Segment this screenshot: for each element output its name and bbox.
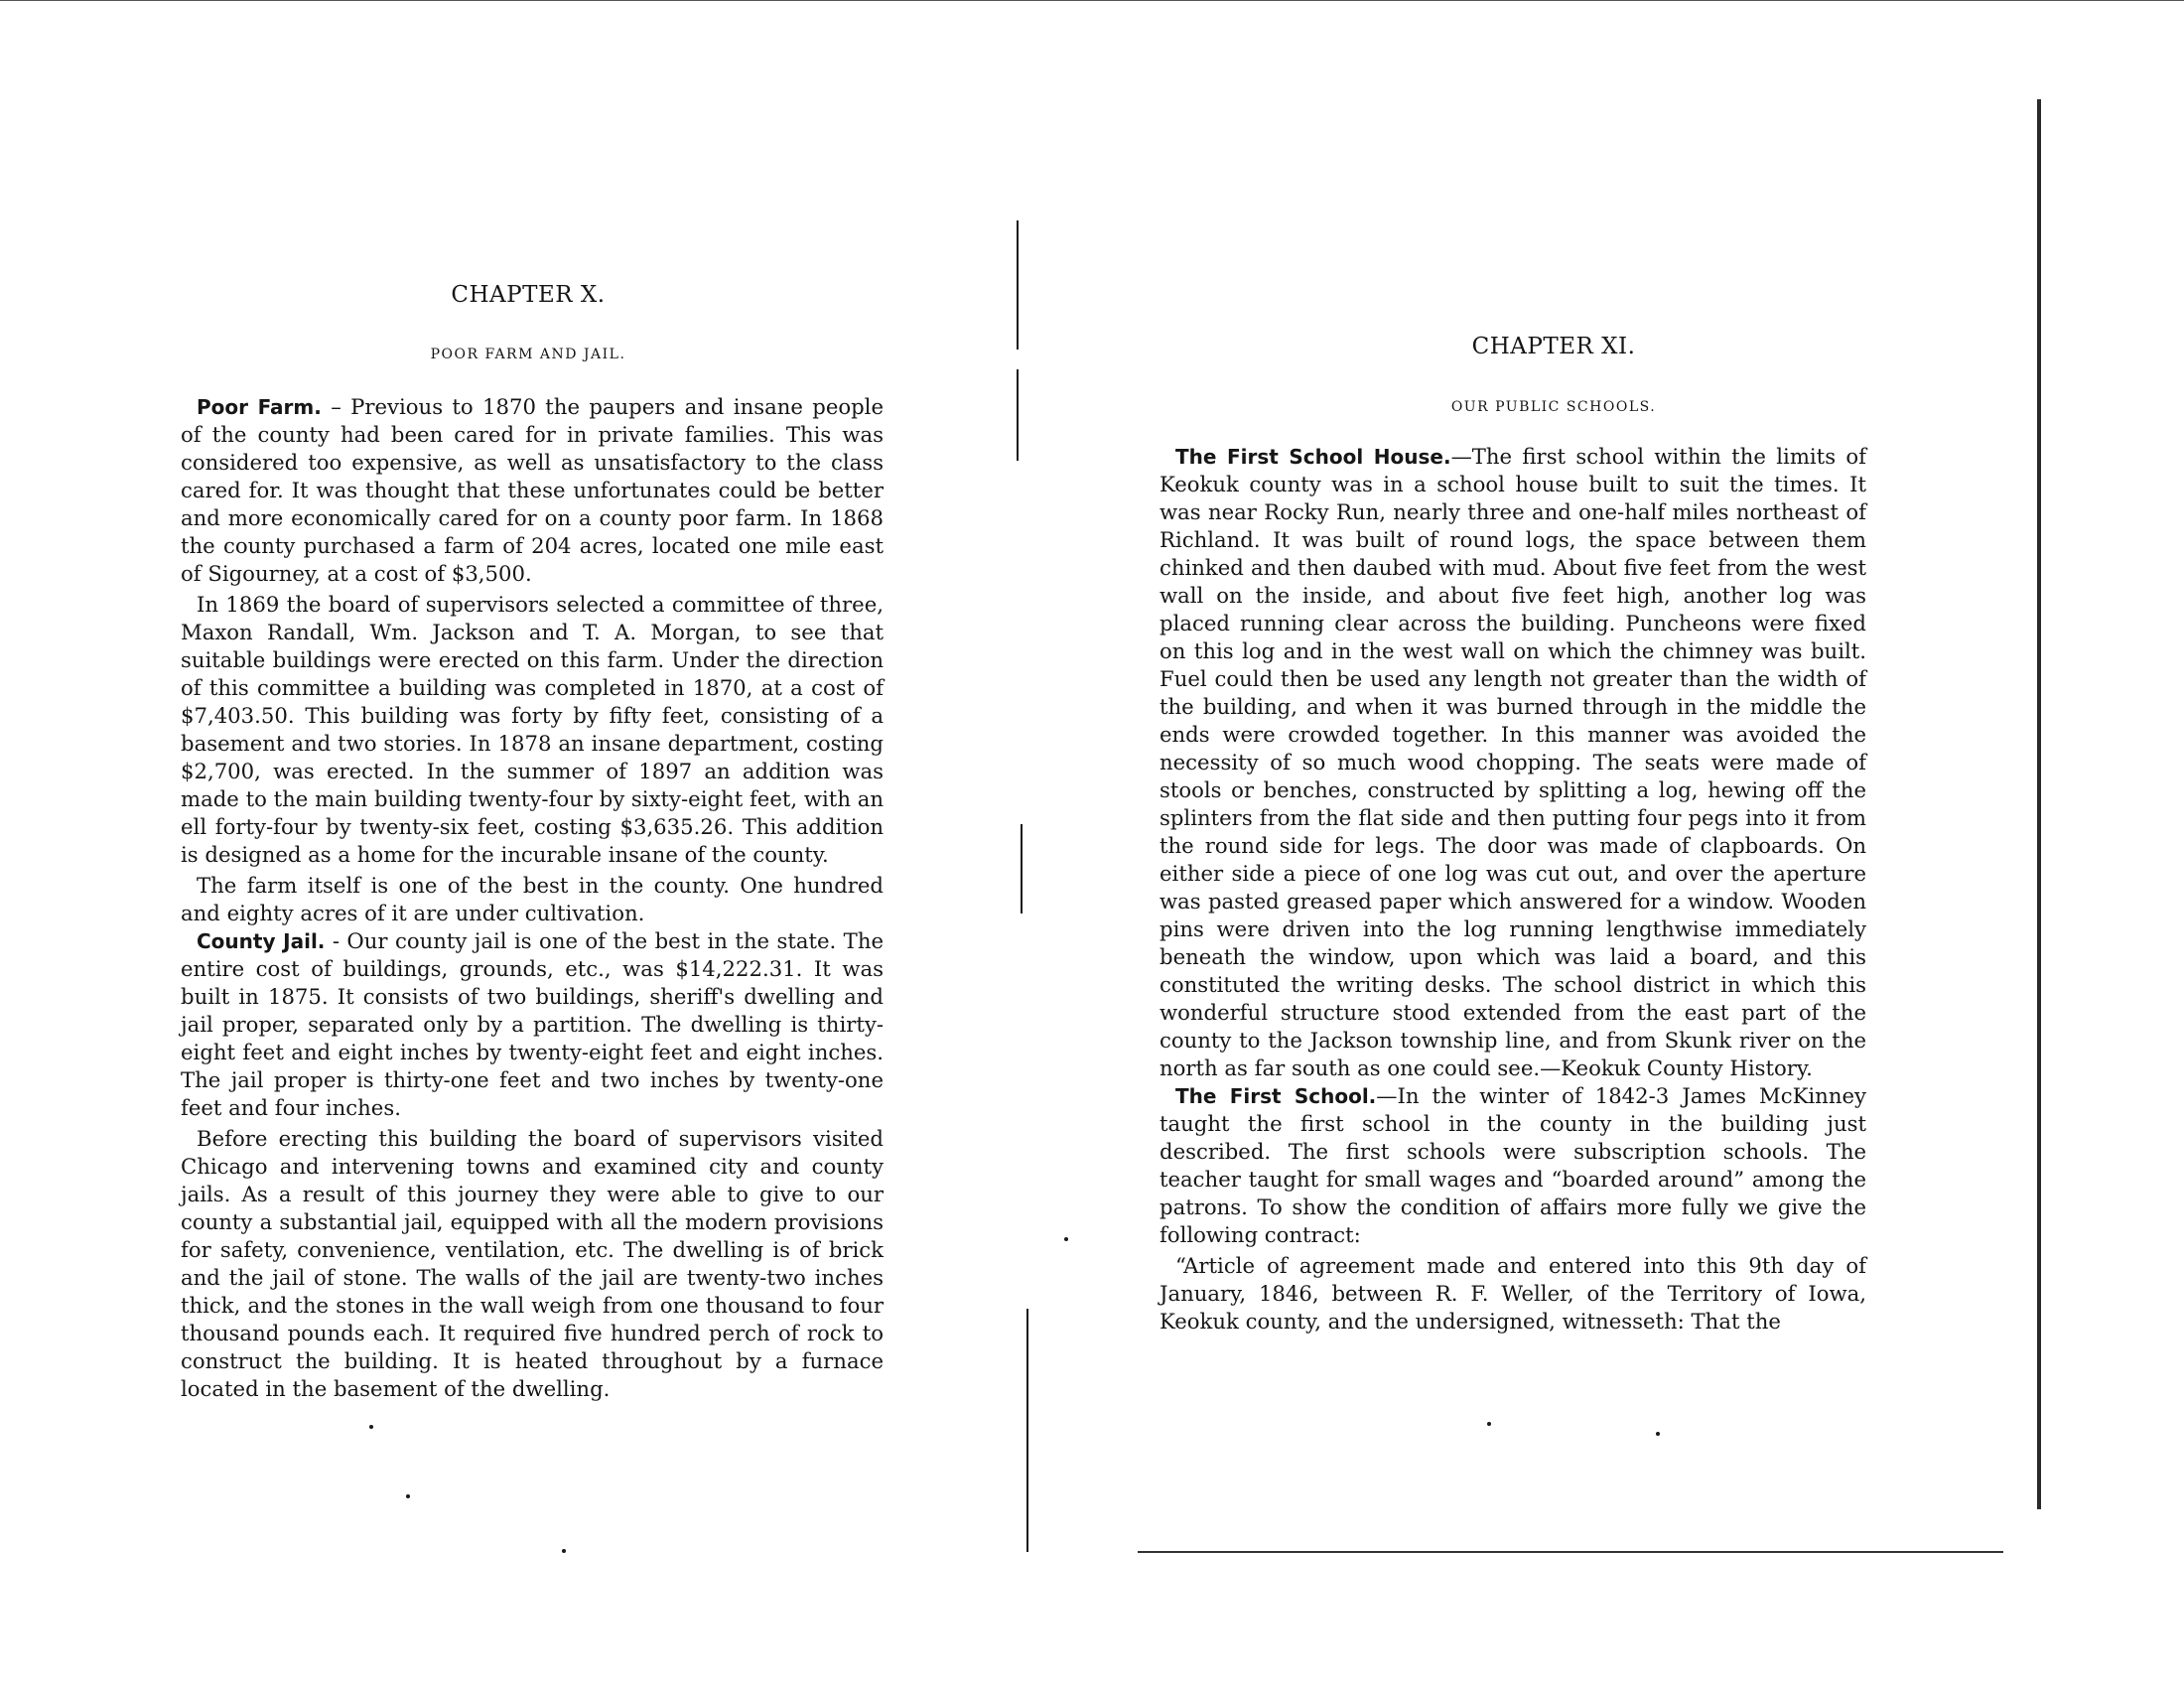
scan-speck <box>406 1494 410 1498</box>
chapter-subtitle: POOR FARM AND JAIL. <box>430 347 626 362</box>
gutter-line <box>1017 369 1019 461</box>
chapter-title: CHAPTER XI. <box>1471 334 1636 359</box>
chapter-title: CHAPTER X. <box>451 282 606 308</box>
gutter-line <box>1021 824 1023 914</box>
scan-speck <box>369 1425 373 1429</box>
scan-speck <box>1656 1432 1660 1436</box>
right-page <box>1023 0 2184 1688</box>
scan-speck <box>562 1549 566 1553</box>
run-in-heading: Poor Farm. <box>197 395 322 419</box>
left-page <box>0 0 1023 1688</box>
paragraph-first-school-house <box>1160 443 1866 1082</box>
run-in-heading: The First School House. <box>1175 445 1451 469</box>
paragraph: In 1869 the board of supervisors selected a committee of three, Maxon Randall, Wm. Jackson and T. A. Morgan, to see that suitable buildings were erected on this farm. Under the direction of this committee a building was completed in 1870, at a cost of $7,403.50. This building was forty by fifty feet, consisting of a basement and two stories. In 1878 an insane department, costing $2,700, was erected. In the summer of 1897 an addition was made to the main building twenty-four by sixty-eight feet, with an ell forty-four by twenty-six feet, costing $3,635.26. This addition is designed as a home for the incurable insane of the county. <box>181 592 884 867</box>
chapter-subtitle: OUR PUBLIC SCHOOLS. <box>1450 399 1657 415</box>
run-in-heading: The First School. <box>1175 1084 1377 1108</box>
run-in-heading: County Jail. <box>197 929 326 953</box>
paragraph: The farm itself is one of the best in the county. One hundred and eighty acres of it are under cultivation. <box>181 873 884 925</box>
paragraph-first-school <box>1160 1082 1866 1249</box>
gutter-line <box>1026 1309 1028 1552</box>
paragraph-text: —The first school within the limits of Keokuk county was in a school house built to suit the times. It was near Rocky Run, nearly three and one-half miles northeast of Richland. It was built of round logs, the space between them chinked and then daubed with mud. About five feet from the west wall on the inside, and about five feet high, another log was placed running clear across the building. Puncheons were fixed on this log and in the west wall on which the chimney was built. Fuel could then be used any length not greater than the width of the building, and when it was burned through in the middle the ends were crowded together. In this manner was avoided the necessity of so much wood chopping. The seats were made of stools or benches, constructed by splitting a log, hewing off the splinters from the flat side and then putting four pegs into it from the round side for legs. The door was made of clapboards. On either side a piece of one log was cut out, and over the aperture was pasted greased paper which answered for a window. Wooden pins were driven into the log running lengthwise immediately beneath the window, upon which was laid a board, and this constituted the writing desks. The school district in which this wonderful structure stood extended from the east part of the county to the Jackson township line, and from Skunk river on the north as far south as one could see.—Keokuk County History. <box>1160 444 1866 1080</box>
chapter-body <box>1160 443 1866 1336</box>
scan-speck <box>1064 1237 1068 1241</box>
paragraph-poor-farm <box>181 393 884 588</box>
paragraph: Before erecting this building the board of supervisors visited Chicago and intervening towns and examined city and county jails. As a result of this journey they were able to give to our county a substantial jail, equipped with all the modern provisions for safety, convenience, ventilation, etc. The dwelling is of brick and the jail of stone. The walls of the jail are twenty-two inches thick, and the stones in the wall weigh from one thousand to four thousand pounds each. It required five hundred perch of rock to construct the building. It is heated throughout by a furnace located in the basement of the dwelling. <box>181 1126 884 1401</box>
paragraph-text: —In the winter of 1842-3 James McKinney taught the first school in the county in the building just described. The first schools were subscription schools. The teacher taught for small wages and “boarded around” among the patrons. To show the condition of affairs more fully we give the following contract: <box>1160 1083 1866 1247</box>
paragraph-contract: “Article of agreement made and entered into this 9th day of January, 1846, between R. F. Weller, of the Territory of Iowa, Keokuk county, and the undersigned, witnesseth: That the <box>1160 1253 1866 1334</box>
paragraph-text: – Previous to 1870 the paupers and insane people of the county had been cared for in private families. This was considered too expensive, as well as unsatisfactory to the class cared for. It was thought that these unfortunates could be better and more economically cared for on a county poor farm. In 1868 the county purchased a farm of 204 acres, located one mile east of Sigourney, at a cost of $3,500. <box>181 394 884 586</box>
paragraph-county-jail <box>181 927 884 1122</box>
scan-speck <box>1487 1422 1491 1426</box>
bottom-rule <box>1138 1551 2003 1553</box>
top-edge-rule <box>0 0 2184 1</box>
binding-edge <box>2037 99 2041 1509</box>
chapter-body <box>181 393 884 1403</box>
paragraph-text: - Our county jail is one of the best in the state. The entire cost of buildings, grounds, etc., was $14,222.31. It was built in 1875. It consists of two buildings, sheriff's dwelling and jail proper, separated only by a partition. The dwelling is thirty-eight feet and eight inches by twenty-eight feet and eight inches. The jail proper is thirty-one feet and two inches by twenty-one feet and four inches. <box>181 928 884 1120</box>
gutter-line <box>1017 220 1019 350</box>
